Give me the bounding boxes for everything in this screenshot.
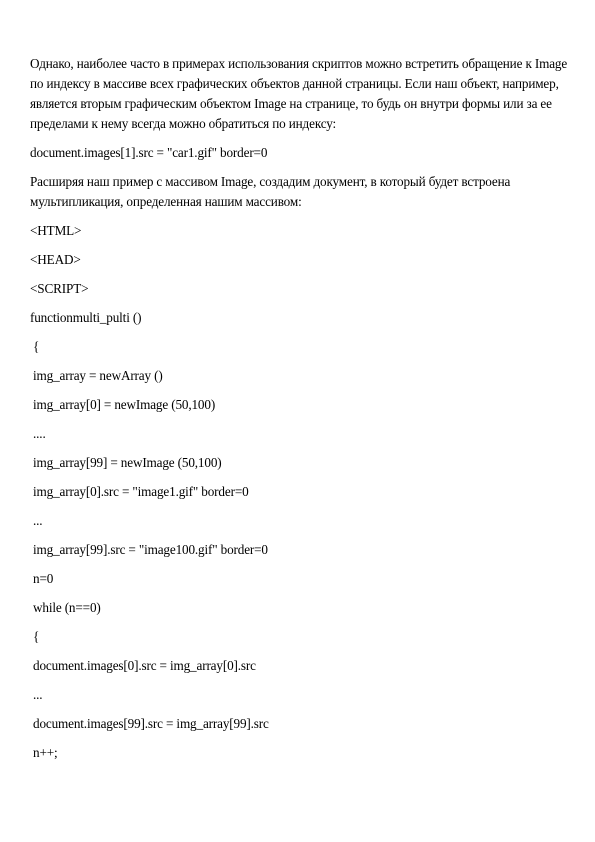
code-line-src-last: img_array[99].src = "image100.gif" border=0 xyxy=(33,542,268,557)
code-line-ellipsis: ... xyxy=(33,513,43,528)
code-line-ellipsis: ... xyxy=(33,687,43,702)
extension-paragraph: Расширяя наш пример с массивом Image, создадим документ, в который будет встроена мультипликация, определенная нашим массивом: xyxy=(30,174,511,209)
code-line-open-brace: { xyxy=(33,339,40,354)
code-line-array-first: img_array[0] = newImage (50,100) xyxy=(33,397,216,412)
code-line-assign-last: document.images[99].src = img_array[99].src xyxy=(33,716,269,731)
code-listing xyxy=(30,221,570,772)
document-body xyxy=(30,54,570,772)
code-line-array-last: img_array[99] = newImage (50,100) xyxy=(33,455,222,470)
code-line-open-brace: { xyxy=(33,629,40,644)
code-line-ellipsis: .... xyxy=(33,426,46,441)
code-line-src-first: img_array[0].src = "image1.gif" border=0 xyxy=(33,484,249,499)
code-line-increment: n++; xyxy=(33,745,58,760)
code-line-while: while (n==0) xyxy=(33,600,101,615)
intro-paragraph: Однако, наиболее часто в примерах использования скриптов можно встретить обращение к Image по индексу в массиве всех графических объектов данной страницы. Если наш объект, например, является вторым графическим объектом Image на странице, то будь он внутри формы или за ее пределами к нему всегда можно обратиться по индексу: xyxy=(30,56,568,131)
code-line-function-decl: functionmulti_pulti () xyxy=(30,310,142,325)
code-line-head-open: <HEAD> xyxy=(30,252,81,267)
code-line-script-open: <SCRIPT> xyxy=(30,281,89,296)
code-line-assign-first: document.images[0].src = img_array[0].src xyxy=(33,658,256,673)
code-line-counter-init: n=0 xyxy=(33,571,54,586)
code-line-html-open: <HTML> xyxy=(30,223,82,238)
code-line-array-init: img_array = newArray () xyxy=(33,368,163,383)
code-example-line: document.images[1].src = "car1.gif" border=0 xyxy=(30,145,268,160)
